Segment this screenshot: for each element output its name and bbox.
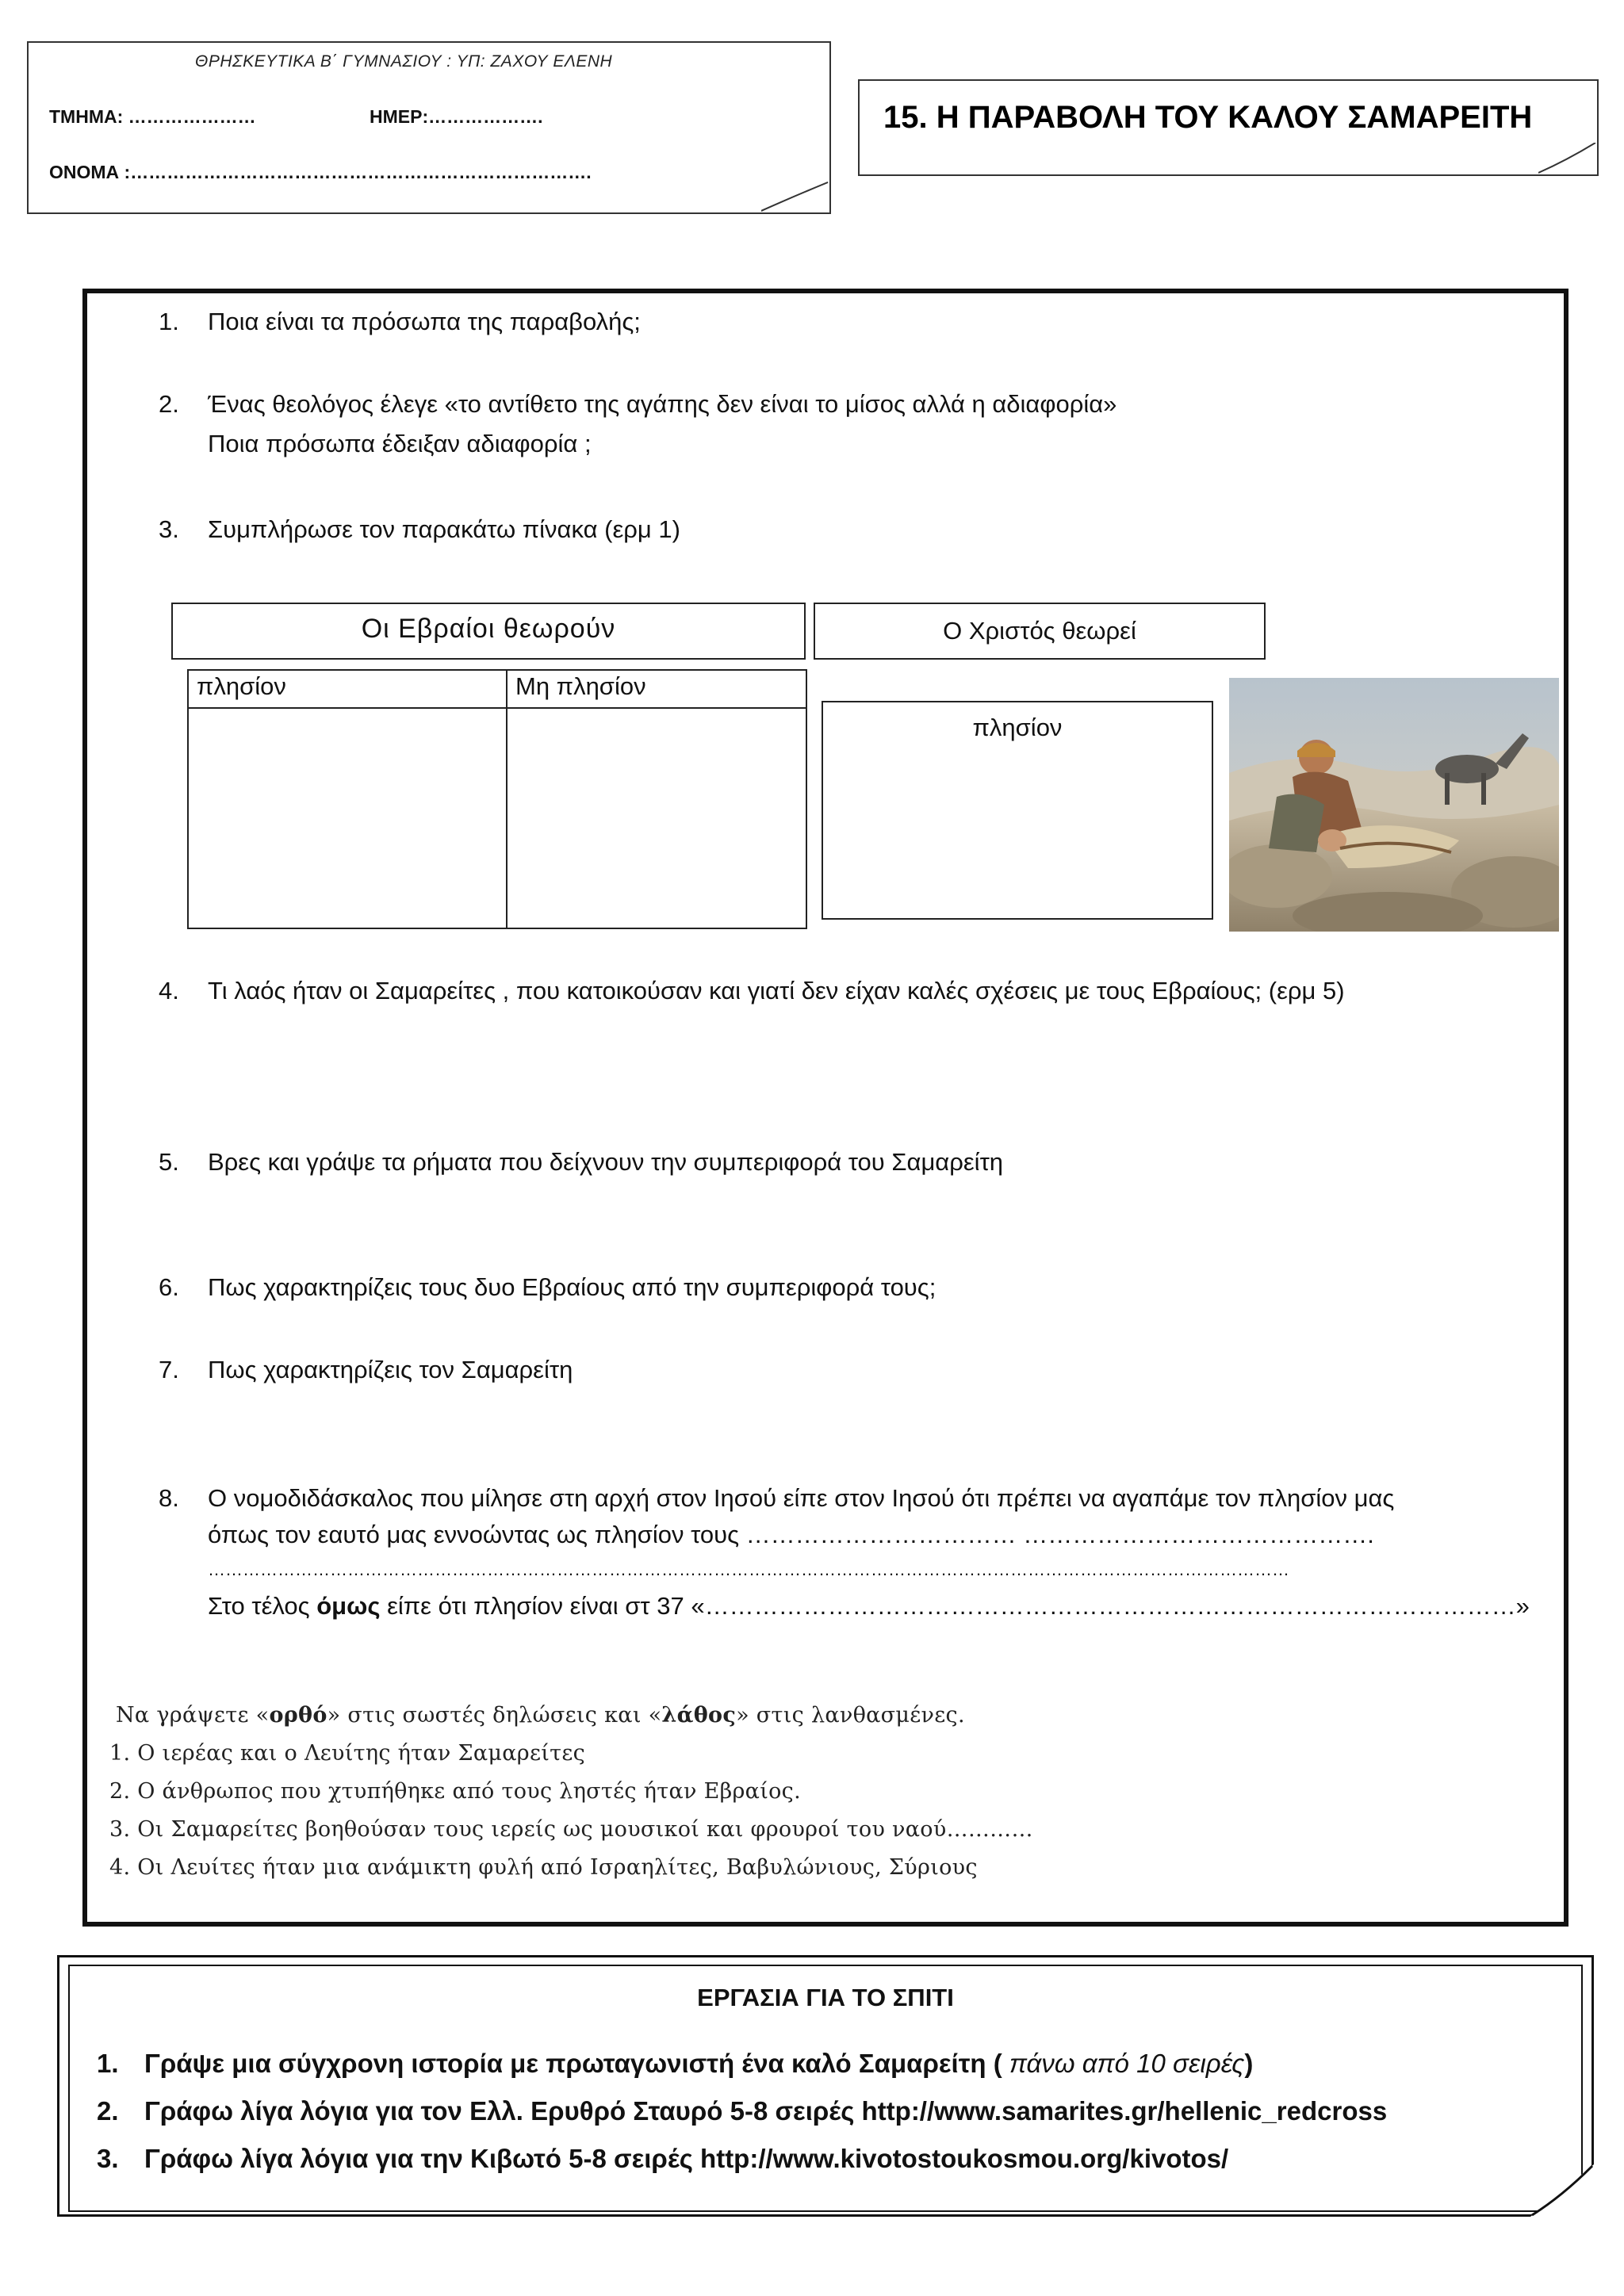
homework-text-end: ): [1244, 2049, 1254, 2078]
question-text: Πως χαρακτηρίζεις τον Σαμαρείτη: [208, 1356, 573, 1383]
column-neighbor: πλησίον: [197, 672, 286, 700]
page-curl-icon: [1530, 2164, 1594, 2217]
question-number: 5.: [159, 1148, 179, 1176]
final-line-emphasis: όμως: [316, 1592, 381, 1620]
christ-header-cell: [814, 603, 1266, 660]
question-text: Ποια είναι τα πρόσωπα της παραβολής;: [208, 308, 641, 335]
date-field[interactable]: ΗΜΕΡ:……………….: [370, 106, 543, 127]
not-neighbor-answer-area[interactable]: [509, 710, 804, 926]
question-number: 8.: [159, 1484, 179, 1512]
student-info-box: [27, 41, 831, 214]
question-number: 1.: [159, 308, 179, 335]
homework-text[interactable]: Γράφω λίγα λόγια για την Κιβωτό 5-8 σειρές http://www.kivotostoukosmou.org/kivotos/: [144, 2144, 1229, 2173]
good-samaritan-illustration: [1229, 678, 1559, 932]
question-number: 7.: [159, 1356, 179, 1383]
homework-number: 2.: [97, 2096, 119, 2126]
true-false-intro: [116, 1703, 965, 1728]
final-line-start: Στο τέλος: [208, 1592, 317, 1620]
worksheet-title-box: [858, 79, 1599, 176]
question-number: 3.: [159, 515, 179, 543]
homework-text[interactable]: Γράφω λίγα λόγια για τον Ελλ. Ερυθρό Σταυρό 5-8 σειρές http://www.samarites.gr/hellenic_redcross: [144, 2096, 1388, 2126]
page-curl-icon: [761, 181, 829, 212]
question-text: Τι λαός ήταν οι Σαμαρείτες , που κατοικούσαν και γιατί δεν είχαν καλές σχέσεις με τους Εβραίους; (ερμ 5): [208, 977, 1345, 1004]
question-text[interactable]: όπως τον εαυτό μας εννοώντας ως πλησίον τους …………………………… …………………………………….: [208, 1521, 1374, 1548]
worksheet-title: 15. Η ΠΑΡΑΒΟΛΗ ΤΟΥ ΚΑΛΟΥ ΣΑΜΑΡΕΙΤΗ: [883, 100, 1533, 135]
question-text: Πως χαρακτηρίζεις τους δυο Εβραίους από την συμπεριφορά τους;: [208, 1273, 936, 1301]
true-false-item[interactable]: 1. Ο ιερέας και ο Λευίτης ήταν Σαμαρείτες: [109, 1741, 586, 1766]
homework-text-italic: πάνω από 10 σειρές: [1009, 2049, 1245, 2078]
intro-start: Να γράψετε «: [116, 1703, 270, 1728]
homework-item-3: [97, 2144, 1228, 2174]
homework-title: ΕΡΓΑΣΙΑ ΓΙΑ ΤΟ ΣΠΙΤΙ: [697, 1984, 954, 2011]
christ-header: Ο Χριστός θεωρεί: [943, 617, 1136, 645]
question-final-line[interactable]: [208, 1589, 1530, 1624]
intro-false-word: λάθος: [661, 1703, 737, 1728]
homework-item-1: [97, 2049, 1253, 2079]
intro-middle: » στις σωστές δηλώσεις και «: [327, 1703, 662, 1728]
question-number: 2.: [159, 390, 179, 418]
homework-frame: [68, 1965, 1583, 2212]
question-text: Ο νομοδιδάσκαλος που μίλησε στη αρχή στον Ιησού είπε στον Ιησού ότι πρέπει να αγαπάμε τον πλησίον μας: [208, 1484, 1395, 1512]
column-not-neighbor: Μη πλησίον: [515, 672, 646, 700]
question-text: Βρες και γράψε τα ρήματα που δείχνουν την συμπεριφορά του Σαμαρείτη: [208, 1148, 1004, 1176]
name-field[interactable]: ΟΝΟΜΑ :………………………………………………………………….: [49, 162, 592, 182]
homework-text: Γράψε μια σύγχρονη ιστορία με πρωταγωνιστή ένα καλό Σαμαρείτη (: [144, 2049, 1009, 2078]
course-line: ΘΡΗΣΚΕΥΤΙΚΑ Β΄ ΓΥΜΝΑΣΙΟΥ : ΥΠ: ΖΑΧΟΥ ΕΛΕΝΗ: [195, 52, 613, 71]
question-number: 4.: [159, 977, 179, 1004]
final-line-end: είπε ότι πλησίον είναι στ 37 «………………………………………………………………………………………»: [380, 1592, 1530, 1620]
true-false-item[interactable]: 2. Ο άνθρωπος που χτυπήθηκε από τους ληστές ήταν Εβραίος.: [109, 1779, 801, 1804]
question-text: Ποια πρόσωπα έδειξαν αδιαφορία ;: [208, 430, 592, 457]
question-text: Συμπλήρωσε τον παρακάτω πίνακα (ερμ 1): [208, 515, 680, 543]
homework-number: 3.: [97, 2144, 119, 2173]
intro-true-word: ορθό: [269, 1703, 327, 1728]
question-text: Ένας θεολόγος έλεγε «το αντίθετο της αγάπης δεν είναι το μίσος αλλά η αδιαφορία»: [208, 390, 1117, 418]
christ-answer-cell[interactable]: [822, 701, 1213, 920]
intro-end: » στις λανθασμένες.: [736, 1703, 965, 1728]
true-false-item[interactable]: 4. Οι Λευίτες ήταν μια ανάμικτη φυλή από Ισραηλίτες, Βαβυλώνιους, Σύριους: [109, 1855, 978, 1880]
question-answer-line[interactable]: ……………………………………………………………………………………………………………………………………………………………………: [208, 1559, 1289, 1579]
neighbor-answer-area[interactable]: [190, 710, 504, 926]
table-divider: [506, 669, 508, 929]
true-false-item[interactable]: 3. Οι Σαμαρείτες βοηθούσαν τους ιερείς ως μουσικοί και φρουροί του ναού…………: [109, 1817, 1033, 1842]
homework-number: 1.: [97, 2049, 119, 2078]
class-field[interactable]: ΤΜΗΜΑ: …………………: [49, 106, 256, 127]
homework-item-2: [97, 2096, 1387, 2126]
page-curl-icon: [1538, 143, 1597, 174]
christ-column: πλησίον: [972, 714, 1063, 741]
question-number: 6.: [159, 1273, 179, 1301]
jews-header: Οι Εβραίοι θεωρούν: [361, 614, 616, 644]
jews-header-cell: [171, 603, 806, 660]
